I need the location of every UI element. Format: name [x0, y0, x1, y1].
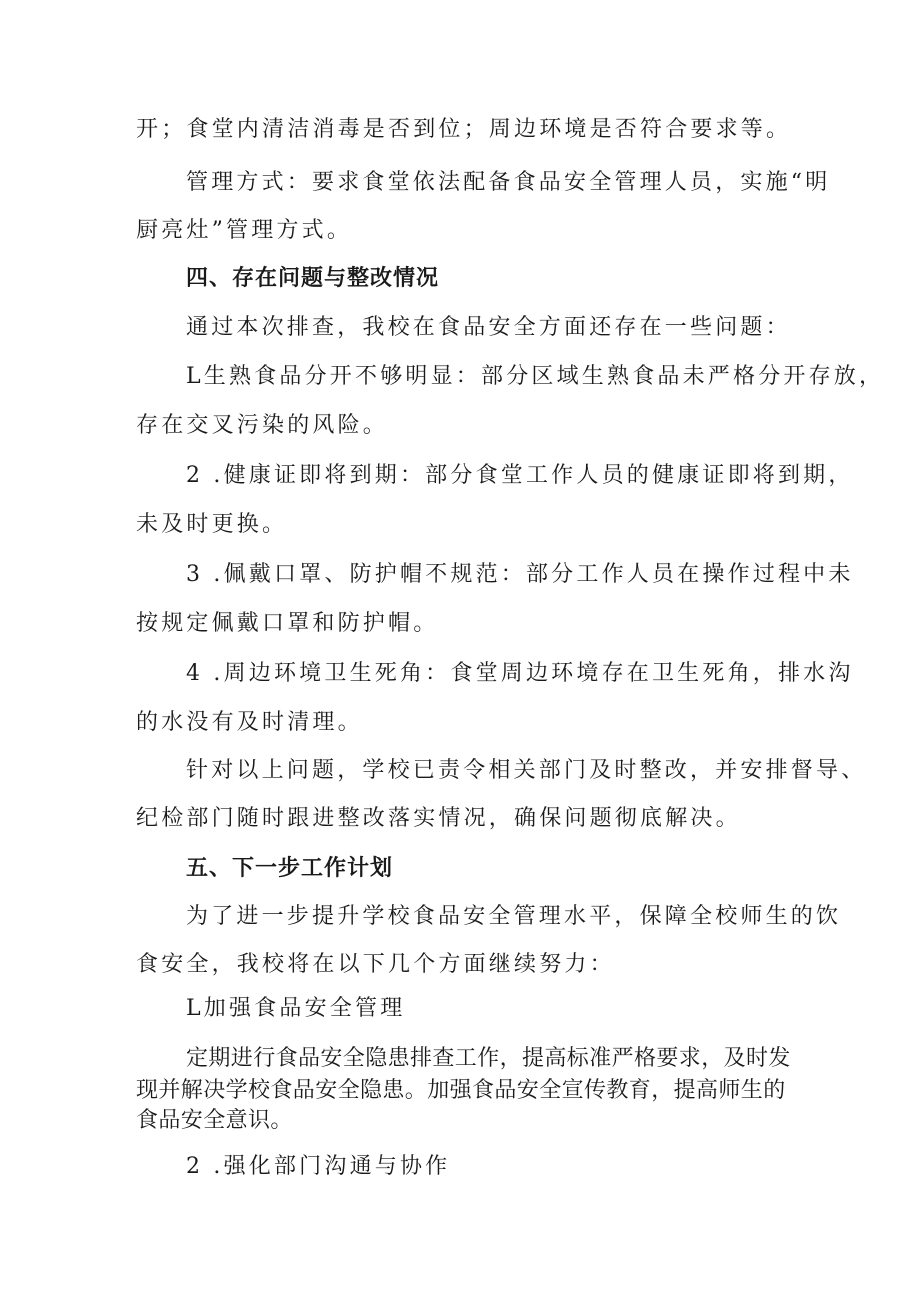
paragraph-line: 现并解决学校食品安全隐患。加强食品安全宣传教育，提高师生的 [136, 1078, 786, 1103]
list-item-line: 的水没有及时清理。 [136, 710, 363, 735]
paragraph-line: 开；食堂内清洁消毒是否到位；周边环境是否符合要求等。 [136, 117, 792, 142]
list-item-line: 2 .健康证即将到期：部分食堂工作人员的健康证即将到期， [186, 463, 854, 488]
paragraph-line: 食品安全意识。 [136, 1108, 293, 1133]
list-item-line: 未及时更换。 [136, 512, 288, 537]
plan-item-title: 2 .强化部门沟通与协作 [186, 1154, 451, 1179]
list-item-line: 4 .周边环境卫生死角：食堂周边环境存在卫生死角，排水沟 [186, 661, 854, 686]
list-item-line: 存在交叉污染的风险。 [136, 413, 389, 438]
paragraph-line: 针对以上问题，学校已责令相关部门及时整改，并安排督导、 [186, 758, 867, 783]
paragraph-line: 食安全，我校将在以下几个方面继续努力： [136, 952, 615, 977]
list-item-line: 3 .佩戴口罩、防护帽不规范：部分工作人员在操作过程中未 [186, 562, 854, 587]
list-item-line: L生熟食品分开不够明显：部分区域生熟食品未严格分开存放， [186, 364, 885, 389]
section-heading-4: 四、存在问题与整改情况 [186, 266, 440, 291]
section-heading-5: 五、下一步工作计划 [186, 856, 394, 881]
paragraph-line: 为了进一步提升学校食品安全管理水平，保障全校师生的饮 [186, 904, 842, 929]
paragraph-line: 通过本次排查，我校在食品安全方面还存在一些问题： [186, 315, 791, 340]
paragraph-line: 厨亮灶”管理方式。 [136, 218, 353, 243]
list-item-line: 按规定佩戴口罩和防护帽。 [136, 611, 439, 636]
plan-item-title: L加强食品安全管理 [186, 996, 406, 1021]
paragraph-line: 纪检部门随时跟进整改落实情况，确保问题彻底解决。 [136, 806, 741, 831]
paragraph-line: 定期进行食品安全隐患排查工作，提高标准严格要求，及时发 [186, 1046, 791, 1071]
paragraph-line: 管理方式：要求食堂依法配备食品安全管理人员，实施“明 [186, 170, 831, 195]
